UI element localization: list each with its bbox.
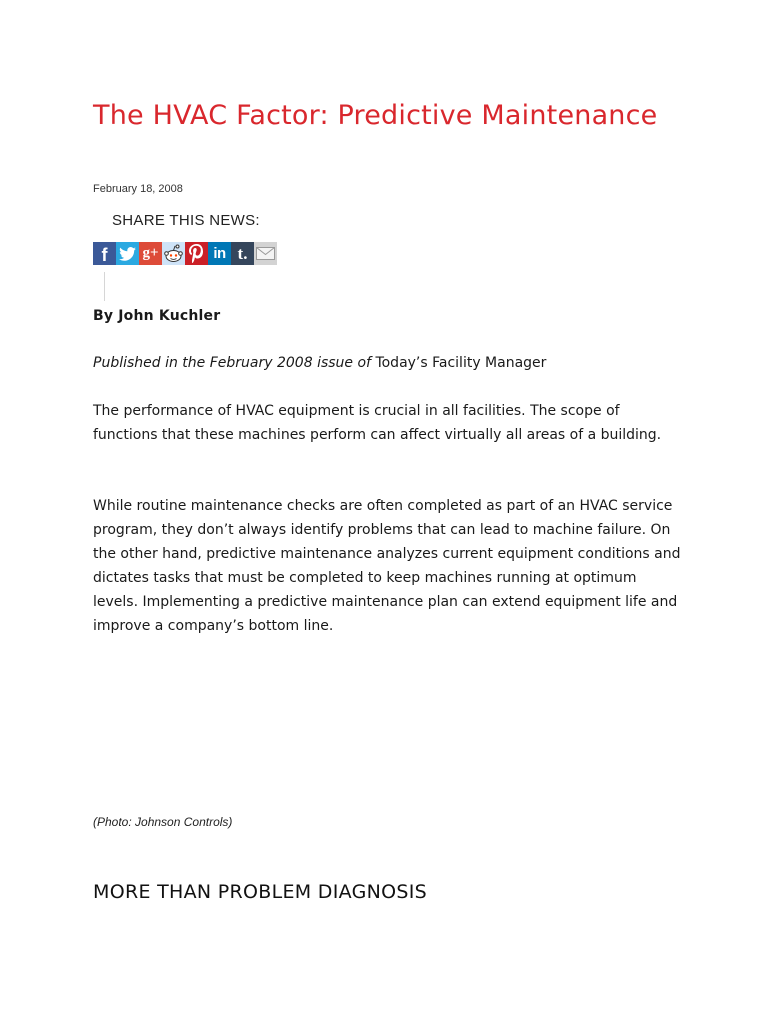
pinterest-icon[interactable] (185, 242, 208, 265)
pinterest-p-shape (189, 244, 204, 263)
twitter-bird-shape (119, 247, 136, 261)
linkedin-glyph: in (213, 245, 226, 262)
linkedin-icon[interactable] (208, 242, 231, 265)
share-label: SHARE THIS NEWS: (112, 212, 260, 229)
tumblr-glyph: t. (237, 244, 248, 263)
article-paragraph: While routine maintenance checks are often completed as part of an HVAC service program, they don’t always identify problems that can lead to machine failure. On the other hand, predictive maintenance analyzes current equipment conditions and dictates tasks that must be completed to keep machines running at optimum levels. Implementing a predictive maintenance plan can extend equipment life and improve a company’s bottom line. (93, 498, 681, 634)
facebook-glyph: f (101, 245, 108, 265)
reddit-alien-shape (163, 244, 184, 263)
share-buttons (93, 242, 277, 265)
publication-source: Today’s Facility Manager (375, 355, 547, 371)
article-paragraph: The performance of HVAC equipment is crucial in all facilities. The scope of functions that these machines perform can affect virtually all areas of a building. (93, 403, 662, 443)
facebook-icon[interactable] (93, 242, 116, 265)
publication-note (93, 355, 546, 371)
twitter-icon[interactable] (116, 242, 139, 265)
tumblr-icon[interactable] (231, 242, 254, 265)
envelope-shape (256, 247, 275, 260)
article-date: February 18, 2008 (93, 183, 183, 195)
photo-credit: (Photo: Johnson Controls) (93, 815, 233, 829)
article-title: The HVAC Factor: Predictive Maintenance (93, 100, 658, 131)
reddit-icon[interactable] (162, 242, 185, 265)
section-heading: MORE THAN PROBLEM DIAGNOSIS (93, 881, 428, 903)
publication-prefix: Published in the February 2008 issue of (93, 355, 371, 371)
article-byline: By John Kuchler (93, 308, 221, 324)
google-plus-icon[interactable] (139, 242, 162, 265)
google-plus-glyph: g+ (142, 245, 159, 261)
share-divider (104, 272, 105, 301)
article-page (93, 0, 683, 1024)
email-icon[interactable] (254, 242, 277, 265)
